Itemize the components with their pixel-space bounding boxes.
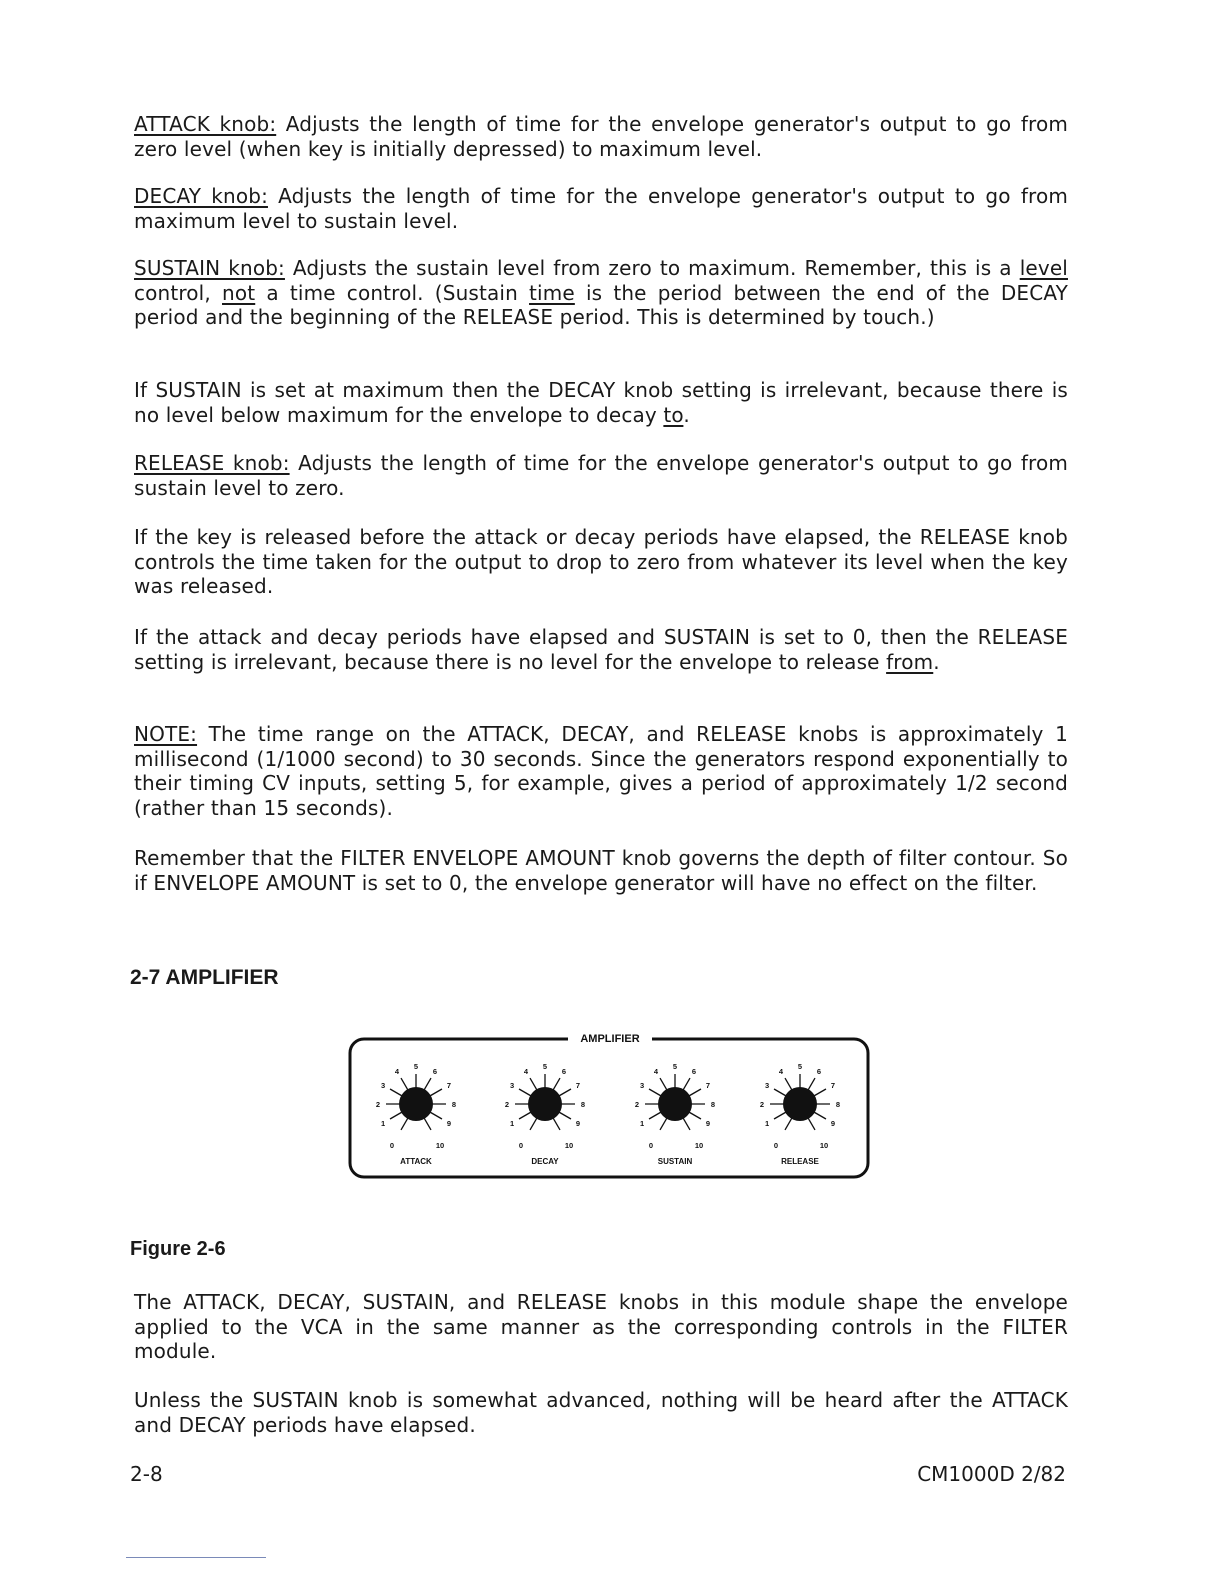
sustain-text-4: is the period between the end of the DECAY period and the beginning of the RELEASE period. This is determined by touch.) (134, 280, 1068, 329)
sustain-text-2: control, (134, 280, 223, 305)
knob-scale-label: 3 (381, 1081, 386, 1090)
knob-scale-label: 4 (778, 1067, 784, 1077)
sustain-text-3: a time control. (Sustain (255, 280, 530, 305)
knob-scale-label: 0 (648, 1141, 654, 1150)
knob-body (399, 1087, 433, 1121)
knob-name-label: ATTACK (400, 1157, 432, 1166)
sustain-zero-text: If the attack and decay periods have elapsed and SUSTAIN is set to 0, then the RELEASE setting is irrelevant, because there is no level for the envelope to release (134, 625, 1068, 674)
figure-caption: Figure 2-6 (130, 1238, 226, 1260)
attack-description: Adjusts the length of time for the envelope generator's output to go from zero level (when key is initially depressed) to maximum level. (134, 112, 1068, 161)
knob-scale-label: 2 (759, 1100, 765, 1109)
knob-scale-label: 1 (381, 1119, 386, 1128)
knob-scale-label: 7 (446, 1081, 451, 1090)
knob-sustain (635, 1062, 715, 1166)
knob-scale-label: 4 (394, 1067, 400, 1077)
section-heading: 2-7 AMPLIFIER (130, 966, 279, 989)
knob-name-label: SUSTAIN (657, 1157, 693, 1166)
filter-envelope-text: Remember that the FILTER ENVELOPE AMOUNT knob governs the depth of filter contour. So if ENVELOPE AMOUNT is set to 0, the envelope generator will have no effect on the filter. (134, 846, 1068, 895)
knob-scale-label: 7 (830, 1081, 835, 1090)
knob-scale-label: 6 (816, 1067, 822, 1077)
unless-sustain-text: Unless the SUSTAIN knob is somewhat advanced, nothing will be heard after the ATTACK and DECAY periods have elapsed. (134, 1388, 1068, 1437)
knob-scale-label: 0 (389, 1141, 395, 1150)
knob-attack (376, 1062, 456, 1166)
knob-scale-label: 0 (773, 1141, 779, 1150)
knob-body (528, 1087, 562, 1121)
knob-scale-label: 2 (634, 1100, 640, 1109)
sustain-maximum-emphasis: to (663, 402, 684, 427)
knob-scale-label: 1 (640, 1119, 645, 1128)
knob-decay (505, 1062, 585, 1166)
knob-scale-label: 4 (653, 1067, 659, 1077)
bottom-rule (126, 1557, 266, 1558)
knob-body (658, 1087, 692, 1121)
knob-scale-label: 4 (523, 1067, 529, 1077)
knob-release (760, 1062, 840, 1166)
knob-scale-label: 3 (765, 1081, 770, 1090)
release-knob-paragraph (134, 451, 1068, 500)
sustain-zero-end: . (933, 649, 940, 674)
knob-name-label: DECAY (531, 1157, 559, 1166)
knob-scale-label: 3 (640, 1081, 645, 1090)
unless-sustain-paragraph (134, 1388, 1068, 1437)
knob-scale-label: 10 (819, 1141, 829, 1150)
knob-scale-label: 9 (830, 1119, 835, 1128)
knob-scale-label: 5 (672, 1062, 678, 1071)
knob-scale-label: 9 (575, 1119, 580, 1128)
knob-scale-label: 8 (451, 1100, 457, 1109)
knob-row (376, 1062, 840, 1166)
sustain-emphasis-not: not (222, 280, 256, 305)
knob-name-label: RELEASE (781, 1157, 819, 1166)
amplifier-panel-drawing (346, 1027, 872, 1181)
sustain-text-1: Adjusts the sustain level from zero to maximum. Remember, this is a (284, 256, 1020, 280)
sustain-maximum-text: If SUSTAIN is set at maximum then the DECAY knob setting is irrelevant, because there is no level below maximum for the envelope to decay (134, 378, 1068, 427)
knob-scale-label: 5 (542, 1062, 548, 1071)
attack-term: ATTACK knob: (134, 112, 277, 136)
knob-scale-label: 2 (375, 1100, 381, 1109)
knob-scale-label: 10 (564, 1141, 574, 1150)
knob-scale-label: 1 (765, 1119, 770, 1128)
decay-knob-paragraph (134, 184, 1068, 233)
knob-scale-label: 6 (561, 1067, 567, 1077)
sustain-maximum-paragraph (134, 378, 1068, 427)
knob-scale-label: 5 (413, 1062, 419, 1071)
knob-scale-label: 5 (797, 1062, 803, 1071)
note-paragraph (134, 722, 1068, 820)
page-number: 2-8 (130, 1462, 163, 1486)
released-early-text: If the key is released before the attack or decay periods have elapsed, the RELEASE knob controls the time taken for the output to drop to zero from whatever its level when the key was released. (134, 525, 1068, 598)
sustain-zero-emphasis: from (886, 649, 934, 674)
knob-scale-label: 10 (694, 1141, 704, 1150)
release-description: Adjusts the length of time for the envelope generator's output to go from sustain level to zero. (134, 451, 1069, 500)
knob-scale-label: 7 (705, 1081, 710, 1090)
decay-term: DECAY knob: (134, 184, 268, 208)
sustain-emphasis-level: level (1019, 256, 1068, 280)
knob-scale-label: 6 (432, 1067, 438, 1077)
knob-scale-label: 9 (446, 1119, 451, 1128)
knob-scale-label: 7 (575, 1081, 580, 1090)
amplifier-panel-figure (346, 1027, 872, 1181)
adsr-vca-text: The ATTACK, DECAY, SUSTAIN, and RELEASE knobs in this module shape the envelope applied to the VCA in the same manner as the corresponding controls in the FILTER module. (134, 1290, 1068, 1363)
knob-body (783, 1087, 817, 1121)
knob-scale-label: 8 (710, 1100, 716, 1109)
knob-scale-label: 8 (580, 1100, 586, 1109)
sustain-zero-paragraph (134, 625, 1068, 674)
sustain-knob-paragraph (134, 256, 1068, 330)
document-code: CM1000D 2/82 (917, 1462, 1066, 1486)
sustain-emphasis-time: time (529, 280, 575, 305)
panel-title: AMPLIFIER (580, 1033, 640, 1045)
knob-scale-label: 0 (518, 1141, 524, 1150)
released-early-paragraph (134, 525, 1068, 599)
sustain-maximum-end: . (683, 402, 690, 427)
attack-knob-paragraph (134, 112, 1068, 161)
knob-scale-label: 2 (504, 1100, 510, 1109)
knob-scale-label: 3 (510, 1081, 515, 1090)
note-text: The time range on the ATTACK, DECAY, and RELEASE knobs is approximately 1 millisecond (1/1000 second) to 30 seconds. Since the generators respond exponentially to their timing CV inputs, setting 5, for example, gives a period of approximately 1/2 second (rather than 15 seconds). (134, 722, 1068, 820)
filter-envelope-paragraph (134, 846, 1068, 895)
adsr-vca-paragraph (134, 1290, 1068, 1364)
sustain-term: SUSTAIN knob: (134, 256, 285, 280)
knob-scale-label: 6 (691, 1067, 697, 1077)
knob-scale-label: 9 (705, 1119, 710, 1128)
knob-scale-label: 10 (435, 1141, 445, 1150)
knob-scale-label: 1 (510, 1119, 515, 1128)
note-term: NOTE: (134, 722, 198, 746)
knob-scale-label: 8 (835, 1100, 841, 1109)
decay-description: Adjusts the length of time for the envelope generator's output to go from maximum level to sustain level. (134, 184, 1068, 233)
release-term: RELEASE knob: (134, 451, 290, 475)
